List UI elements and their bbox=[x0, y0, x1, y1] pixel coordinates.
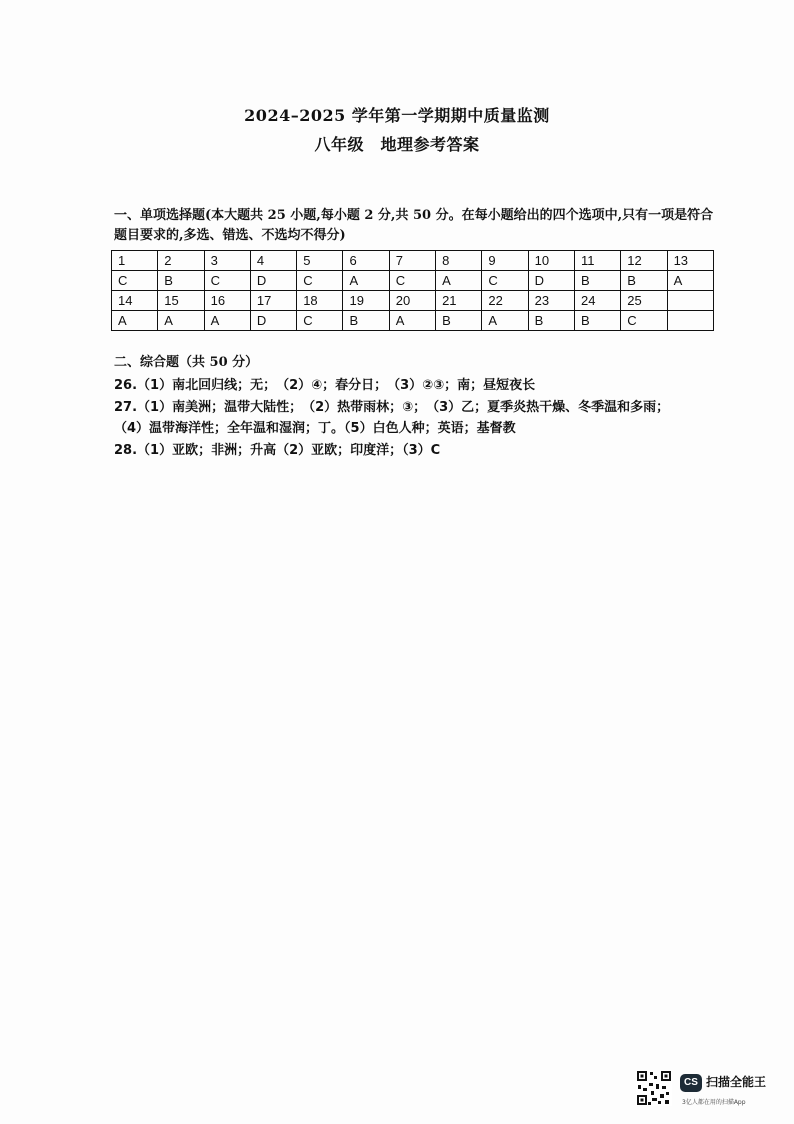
table-cell: 13 bbox=[667, 251, 713, 271]
table-cell: C bbox=[621, 311, 667, 331]
table-cell: 19 bbox=[343, 291, 389, 311]
table-cell: 17 bbox=[250, 291, 296, 311]
table-cell: 12 bbox=[621, 251, 667, 271]
table-cell: 20 bbox=[389, 291, 435, 311]
table-cell: A bbox=[482, 311, 528, 331]
document-subtitle: 八年级 地理参考答案 bbox=[314, 135, 480, 154]
table-cell: B bbox=[343, 311, 389, 331]
table-cell: C bbox=[112, 271, 158, 291]
table-cell: 14 bbox=[112, 291, 158, 311]
camscanner-logo-icon: CS bbox=[680, 1074, 702, 1092]
table-cell: 21 bbox=[436, 291, 482, 311]
table-cell: 6 bbox=[343, 251, 389, 271]
table-cell: C bbox=[482, 271, 528, 291]
table-cell: 24 bbox=[574, 291, 620, 311]
table-row bbox=[112, 291, 714, 311]
table-cell: 23 bbox=[528, 291, 574, 311]
table-cell: A bbox=[389, 311, 435, 331]
brand-tagline: 3亿人都在用的扫描App bbox=[682, 1099, 746, 1106]
scanner-watermark bbox=[636, 1070, 786, 1110]
table-row bbox=[112, 311, 714, 331]
document-title: 2024–2025 学年第一学期期中质量监测 bbox=[244, 106, 550, 125]
table-cell: 15 bbox=[158, 291, 204, 311]
table-cell: 9 bbox=[482, 251, 528, 271]
table-cell: B bbox=[574, 311, 620, 331]
table-cell: 8 bbox=[436, 251, 482, 271]
table-cell: 3 bbox=[204, 251, 250, 271]
answer-q27-part2: （4）温带海洋性；全年温和湿润；丁。（5）白色人种；英语；基督教 bbox=[114, 421, 516, 436]
answer-q28: 28.（1）亚欧；非洲；升高（2）亚欧；印度洋；（3）C bbox=[114, 443, 441, 458]
table-cell: D bbox=[250, 311, 296, 331]
table-cell: A bbox=[436, 271, 482, 291]
table-row bbox=[112, 271, 714, 291]
table-cell: 5 bbox=[297, 251, 343, 271]
answer-q26: 26.（1）南北回归线；无； （2）④；春分日； （3）②③；南；昼短夜长 bbox=[114, 378, 536, 393]
answer-q27-part1: 27.（1）南美洲；温带大陆性； （2）热带雨林；③； （3）乙；夏季炎热干燥、冬季温和多雨； bbox=[114, 400, 670, 415]
table-cell: 18 bbox=[297, 291, 343, 311]
section2-heading: 二、综合题（共 50 分） bbox=[114, 355, 259, 370]
table-cell: 7 bbox=[389, 251, 435, 271]
table-cell: 10 bbox=[528, 251, 574, 271]
table-cell: B bbox=[158, 271, 204, 291]
table-cell: 4 bbox=[250, 251, 296, 271]
table-cell: D bbox=[528, 271, 574, 291]
table-cell: 2 bbox=[158, 251, 204, 271]
table-cell: C bbox=[297, 311, 343, 331]
section1-heading: 一、单项选择题(本大题共 25 小题,每小题 2 分,共 50 分。在每小题给出的四个选项中,只有一项是符合题目要求的,多选、错选、不选均不得分) bbox=[114, 208, 714, 243]
table-cell bbox=[667, 311, 713, 331]
table-cell bbox=[667, 291, 713, 311]
table-cell: A bbox=[667, 271, 713, 291]
table-cell: C bbox=[204, 271, 250, 291]
answer-table bbox=[111, 250, 714, 331]
table-cell: A bbox=[158, 311, 204, 331]
table-cell: C bbox=[297, 271, 343, 291]
table-cell: B bbox=[574, 271, 620, 291]
brand-name: 扫描全能王 bbox=[706, 1075, 767, 1089]
table-cell: 1 bbox=[112, 251, 158, 271]
table-cell: B bbox=[528, 311, 574, 331]
qr-code-icon bbox=[636, 1070, 672, 1106]
table-cell: A bbox=[343, 271, 389, 291]
table-cell: A bbox=[112, 311, 158, 331]
table-row bbox=[112, 251, 714, 271]
table-cell: 11 bbox=[574, 251, 620, 271]
table-cell: B bbox=[436, 311, 482, 331]
table-cell: 16 bbox=[204, 291, 250, 311]
table-cell: A bbox=[204, 311, 250, 331]
table-cell: D bbox=[250, 271, 296, 291]
table-cell: 22 bbox=[482, 291, 528, 311]
table-cell: C bbox=[389, 271, 435, 291]
table-cell: B bbox=[621, 271, 667, 291]
table-cell: 25 bbox=[621, 291, 667, 311]
